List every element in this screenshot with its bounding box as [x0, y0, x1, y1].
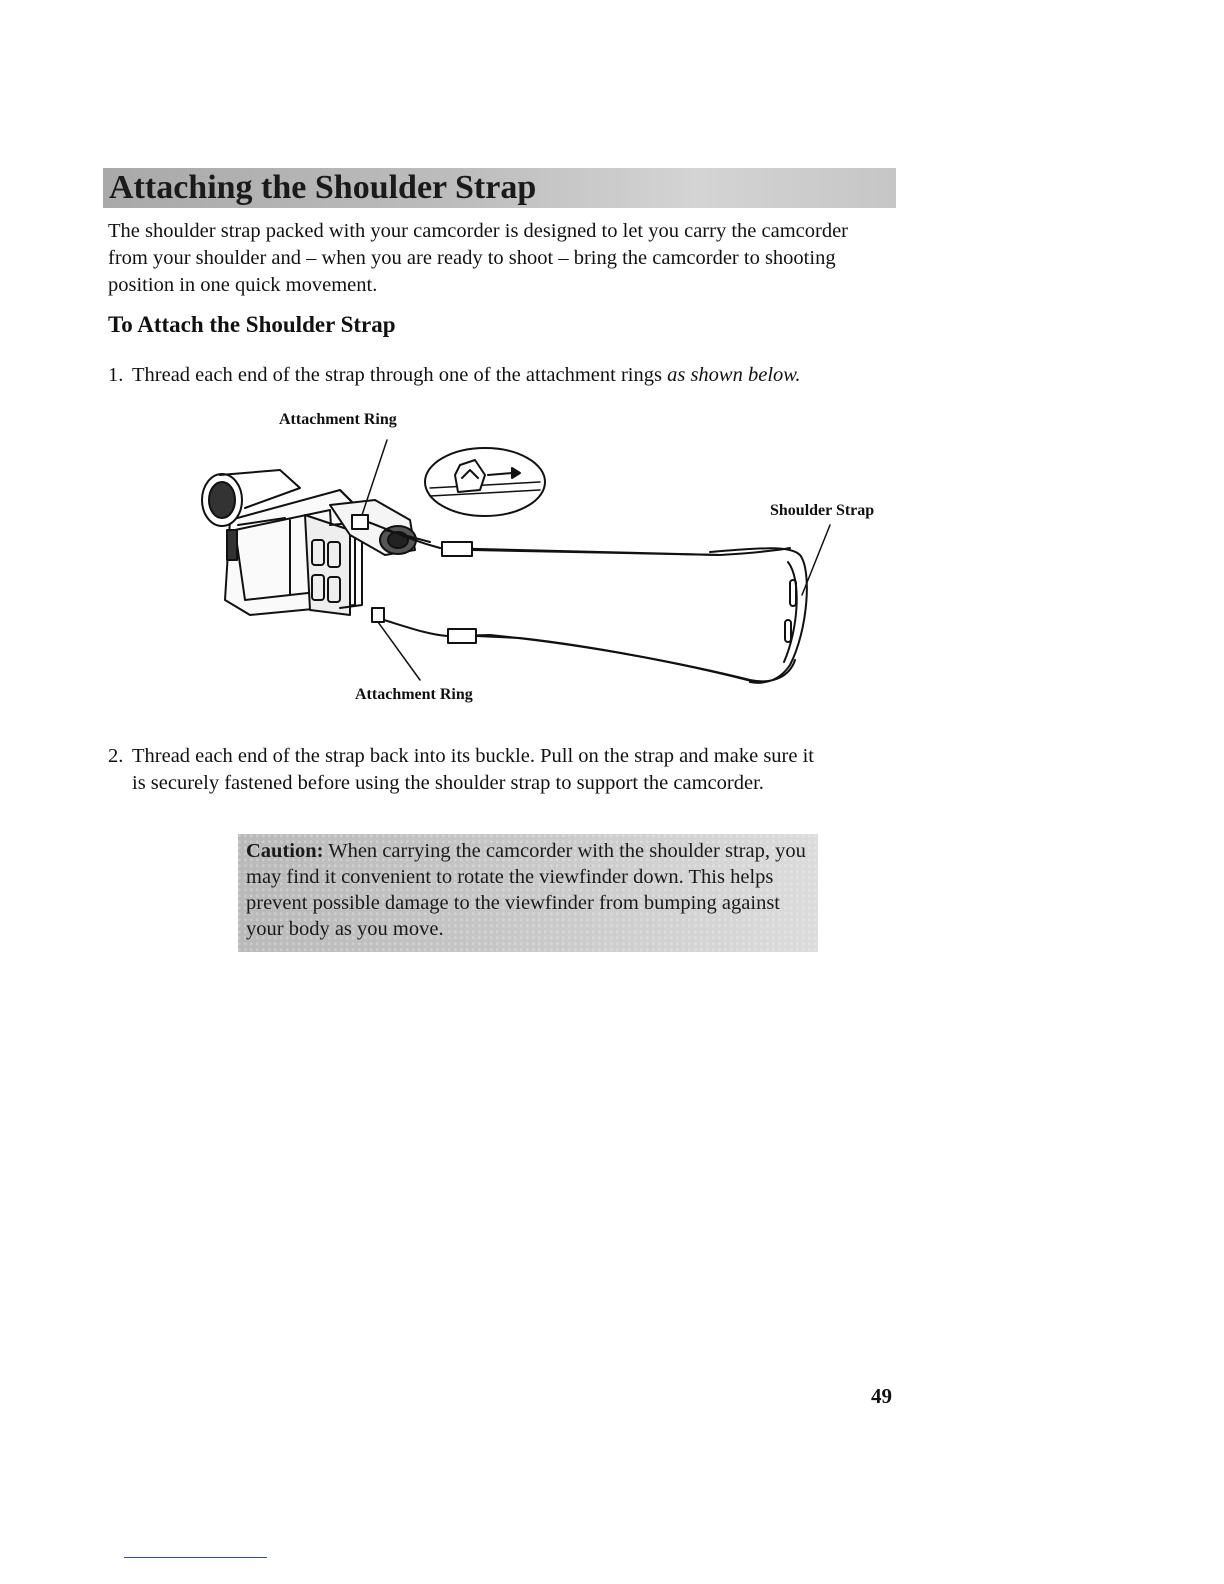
- step-2-text: Thread each end of the strap back into its buckle. Pull on the strap and make sure it: [132, 745, 814, 767]
- subheading: To Attach the Shoulder Strap: [108, 312, 396, 337]
- attachment-ring-top: [352, 515, 368, 529]
- page-number: 49: [871, 1384, 892, 1408]
- step-1: [108, 362, 898, 389]
- section-title: Attaching the Shoulder Strap: [109, 169, 537, 206]
- shoulder-strap: [368, 522, 807, 683]
- intro-paragraph: The shoulder strap packed with your camcorder is designed to let you carry the camcorder from your shoulder and – when you are ready to shoot – bring the camcorder to shooting position in one quick movement.: [108, 220, 849, 296]
- step-2-number: 2.: [108, 745, 124, 767]
- step-2: [108, 743, 898, 797]
- label-attachment-ring-top: Attachment Ring: [279, 411, 397, 428]
- step-1-text: Thread each end of the strap through one of the attachment rings: [132, 364, 668, 386]
- caution-text: [246, 838, 810, 942]
- attachment-ring-bottom: [372, 608, 384, 622]
- camcorder-strap-illustration: [190, 430, 910, 690]
- step-1-emphasis: as shown below.: [667, 364, 801, 386]
- step-2-continuation: is securely fastened before using the shoulder strap to support the camcorder.: [132, 772, 764, 794]
- caution-box: [238, 834, 818, 952]
- label-attachment-ring-bottom: Attachment Ring: [355, 686, 473, 703]
- section-title-bar: [103, 168, 896, 208]
- caution-lead: Caution:: [246, 840, 324, 862]
- caution-body: When carrying the camcorder with the shoulder strap, you may find it convenient to rotate the viewfinder down. This helps prevent possible damage to the viewfinder from bumping against your body as you move.: [246, 840, 806, 940]
- footer-rule: [124, 1557, 267, 1558]
- label-shoulder-strap: Shoulder Strap: [770, 502, 875, 519]
- step-1-number: 1.: [108, 364, 124, 386]
- detail-inset: [425, 448, 545, 516]
